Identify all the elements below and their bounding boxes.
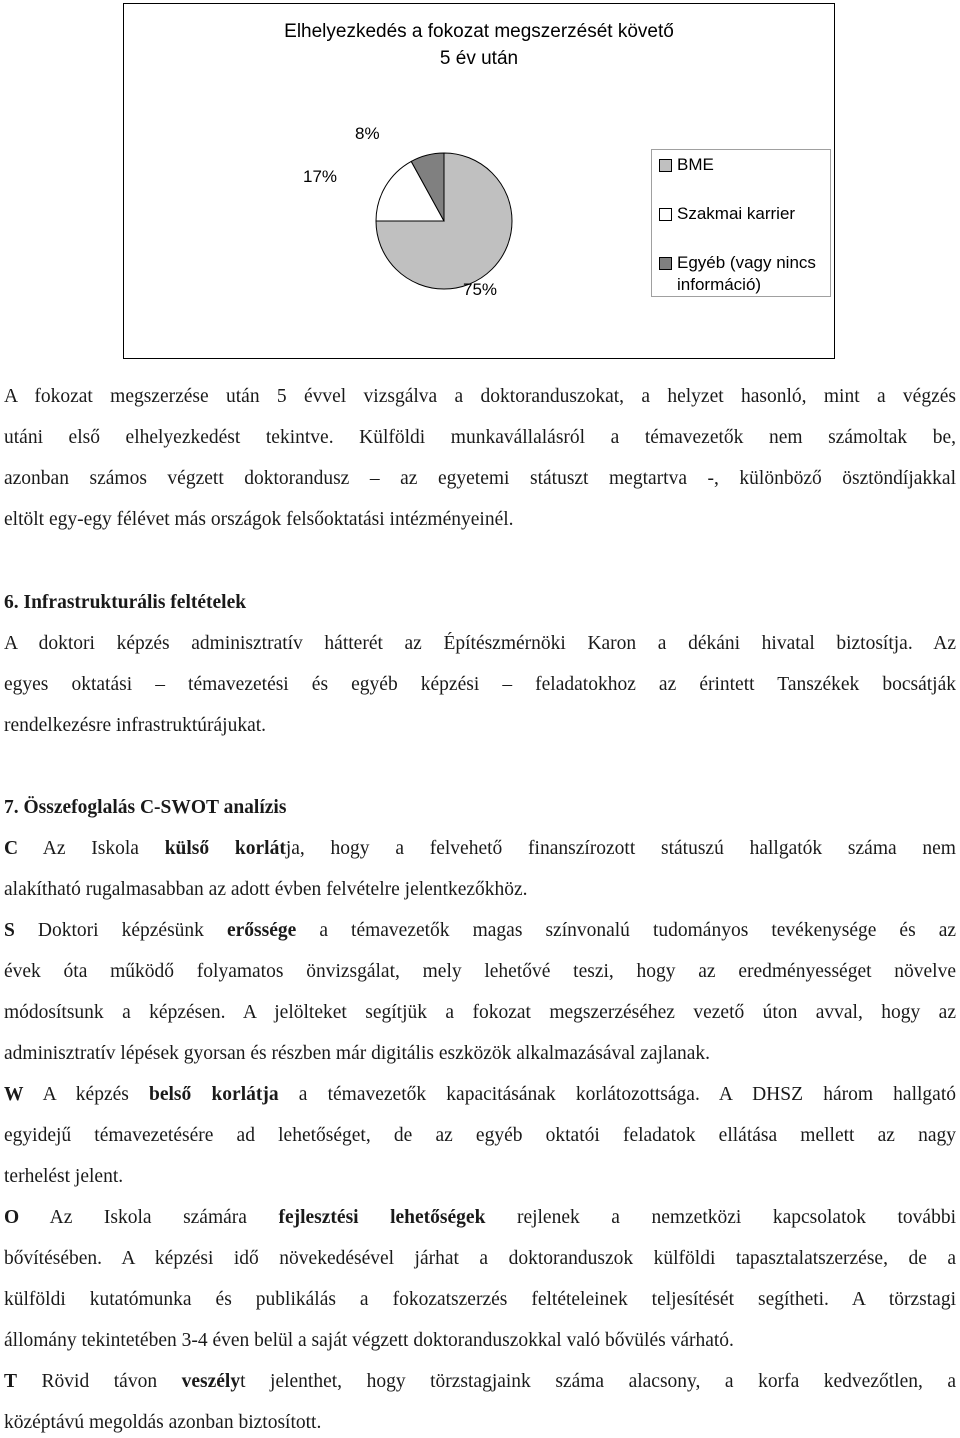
c-text-a: Az Iskola [42, 838, 139, 859]
t-line-1 [4, 1370, 956, 1394]
para1-line-2: utáni első elhelyezkedést tekintve. Külföldi munkavállalásról a témavezetők nem számoltak be, [4, 427, 956, 448]
legend-item-egyeb [652, 252, 816, 296]
w-letter: W [4, 1084, 24, 1105]
t-bold-veszely: veszély [181, 1371, 241, 1392]
w-bold-belso-korlatja: belső korlátja [149, 1084, 279, 1105]
section6-line-1: A doktori képzés adminisztratív hátterét az Építészmérnöki Karon a dékáni hivatal biztosítja. Az [4, 633, 956, 654]
t-text-c: t jelenthet, hogy törzstagjaink száma alacsony, a korfa kedvezőtlen, a [240, 1371, 956, 1392]
s-bold-erossege: erőssége [226, 920, 297, 941]
legend-item-szakmai-karrier [652, 203, 795, 225]
o-line-4: állomány tekintetében 3-4 éven belül a saját végzett doktoranduszokkal való bővülés várható. [4, 1330, 734, 1351]
para1-line-4: eltölt egy-egy félévet más országok felsőoktatási intézményeinél. [4, 509, 514, 530]
legend-item-bme [652, 154, 714, 176]
section6-line-3: rendelkezésre infrastruktúrájukat. [4, 715, 267, 736]
s-line-4: adminisztratív lépések gyorsan és részben már digitális eszközök alkalmazásával zajlanak. [4, 1043, 711, 1064]
t-line-2: középtávú megoldás azonban biztosított. [4, 1412, 322, 1433]
legend-swatch-egyeb [659, 257, 672, 270]
section6-line-2: egyes oktatási – témavezetési és egyéb képzési – feladatokhoz az érintett Tanszékek bocsátják [4, 674, 956, 695]
legend-swatch-bme [659, 159, 672, 172]
legend-label-egyeb-line-2: információ) [677, 275, 762, 294]
c-line-2: alakítható rugalmasabban az adott évben felvételre jelentkezőkhöz. [4, 879, 528, 900]
w-line-1 [4, 1083, 956, 1107]
s-line-1 [4, 919, 956, 943]
pie-chart [123, 3, 835, 359]
section-7-heading: 7. Összefoglalás C-SWOT analízis [4, 797, 287, 818]
s-letter: S [4, 920, 15, 941]
chart-legend [651, 149, 831, 297]
o-line-2: bővítésében. A képzési idő növekedésével járhat a doktoranduszok külföldi tapasztalatszerzése, de a [4, 1248, 956, 1269]
legend-label-egyeb [677, 252, 816, 296]
w-line-2: egyidejű témavezetésére ad lehetőséget, de az egyéb oktatói feladatok ellátása mellett az nagy [4, 1125, 956, 1146]
o-line-1 [4, 1206, 956, 1230]
chart-title-line-1: Elhelyezkedés a fokozat megszerzését követő [284, 21, 674, 42]
para1-line-3: azonban számos végzett doktorandusz – az egyetemi státuszt megtartva -, különböző ösztöndíjakkal [4, 468, 956, 489]
o-letter: O [4, 1207, 20, 1228]
t-text-a: Rövid távon [41, 1371, 158, 1392]
o-text-c: rejlenek a nemzetközi kapcsolatok további [516, 1207, 956, 1228]
pie-label-bme: 75% [463, 280, 498, 299]
legend-label-szakmai-karrier: Szakmai karrier [677, 204, 796, 223]
s-text-c: a témavezetők magas színvonalú tudományos tevékenysége és az [319, 920, 956, 941]
w-text-a: A képzés [42, 1084, 129, 1105]
o-line-3: külföldi kutatómunka és publikálás a fokozatszerzés feltételeinek teljesítését segítheti. A törzstagi [4, 1289, 956, 1310]
chart-title-line-2: 5 év után [439, 48, 519, 69]
legend-label-bme: BME [677, 155, 714, 174]
w-text-c: a témavezetők kapacitásának korlátozottsága. A DHSZ három hallgató [298, 1084, 956, 1105]
o-bold-fejlesztesi-lehetosegek: fejlesztési lehetőségek [278, 1207, 486, 1228]
w-line-3: terhelést jelent. [4, 1166, 124, 1187]
c-bold-kulso: külső [164, 838, 210, 859]
legend-label-egyeb-line-1: Egyéb (vagy nincs [677, 253, 816, 272]
pie-label-szakmai-karrier: 17% [303, 167, 338, 186]
pie-label-egy-b-vagy-nincs-inform-ci-: 8% [355, 124, 380, 143]
pie-slices [376, 153, 512, 289]
legend-swatch-szakmai-karrier [659, 208, 672, 221]
t-letter: T [4, 1371, 18, 1392]
c-text-c: ja, hogy a felvehető finanszírozott státuszú hallgatók száma nem [285, 838, 956, 859]
c-line-1 [4, 837, 956, 861]
s-text-a: Doktori képzésünk [37, 920, 204, 941]
s-line-2: évek óta működő folyamatos önvizsgálat, mely lehetővé teszi, hogy az eredményességet növelve [4, 961, 956, 982]
s-line-3: módosítsunk a képzésen. A jelölteket segítjük a fokozat megszerzéséhez vezető úton avval, hogy az [4, 1002, 956, 1023]
c-bold-korlat: korlát [234, 838, 286, 859]
para1-line-1: A fokozat megszerzése után 5 évvel vizsgálva a doktoranduszokat, a helyzet hasonló, mint a végzés [4, 386, 956, 407]
section-6-heading: 6. Infrastrukturális feltételek [4, 592, 247, 613]
o-text-a: Az Iskola számára [49, 1207, 247, 1228]
c-letter: C [4, 838, 19, 859]
